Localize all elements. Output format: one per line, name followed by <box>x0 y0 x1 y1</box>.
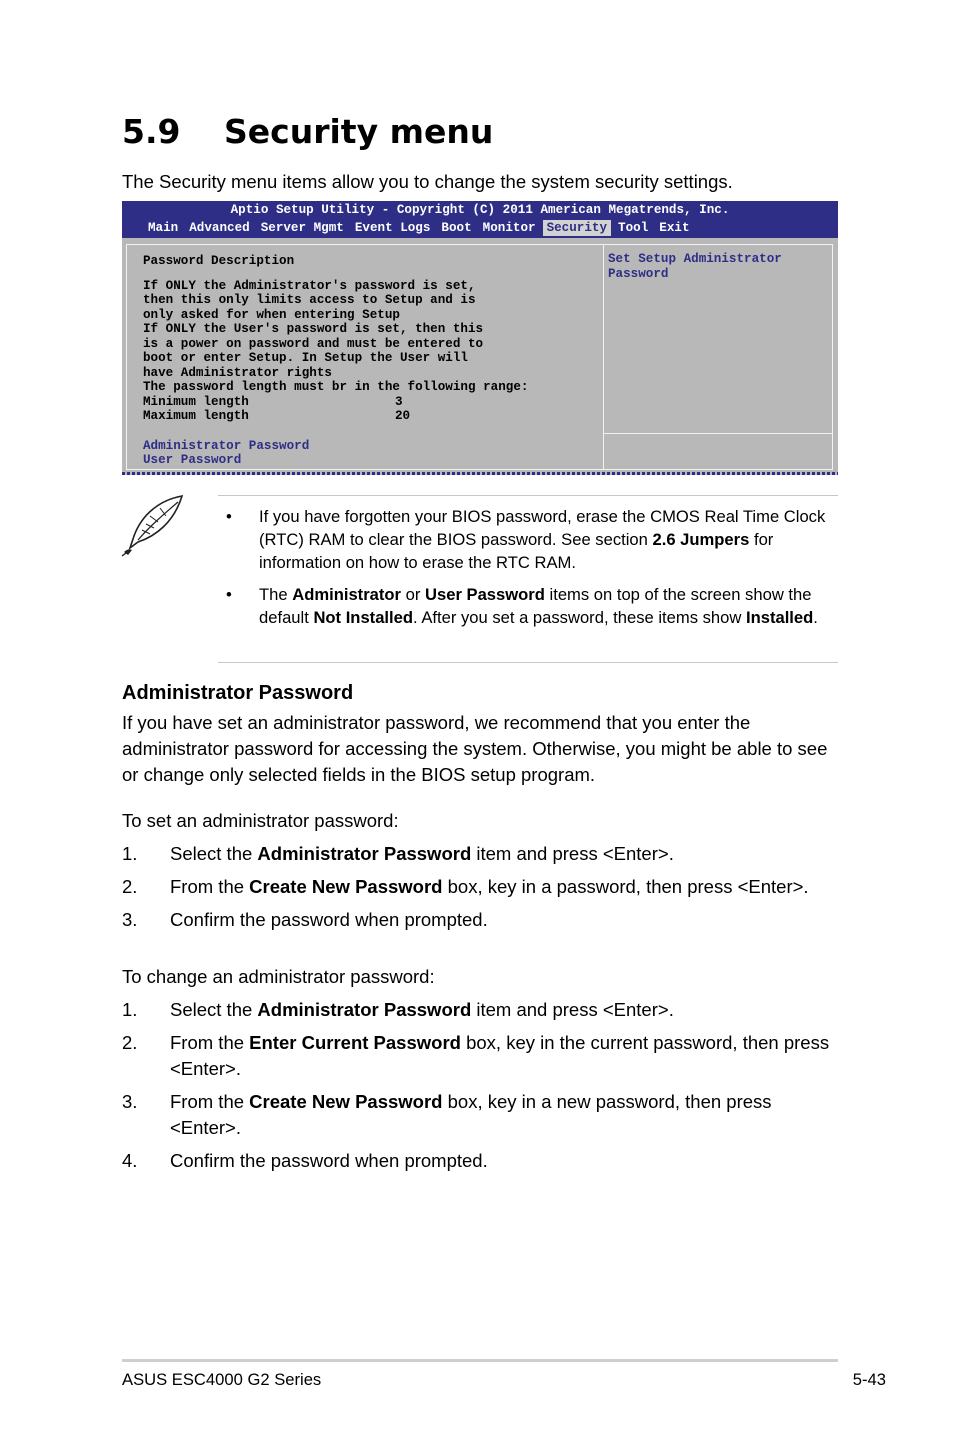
description-line: is a power on password and must be entered to <box>143 336 484 351</box>
min-length-value: 3 <box>395 394 403 409</box>
bios-tab-security[interactable]: Security <box>543 220 611 236</box>
step-text: box, key in a new password, then press <Enter>. <box>170 1091 772 1138</box>
step-number: 1. <box>122 999 138 1020</box>
note-text: The <box>259 585 293 604</box>
description-line: only asked for when entering Setup <box>143 307 400 322</box>
step-number: 2. <box>122 876 138 897</box>
set-steps <box>122 841 842 940</box>
change-steps <box>122 997 842 1181</box>
bios-tab-boot[interactable]: Boot <box>441 221 472 235</box>
bios-tab-tool[interactable]: Tool <box>618 221 649 235</box>
bios-tabs <box>144 220 697 236</box>
note-item <box>218 583 838 629</box>
footer-page-number: 5-43 <box>852 1370 886 1389</box>
step-bold: Create New Password <box>249 876 443 897</box>
admin-paragraph: If you have set an administrator password, we recommend that you enter the administrator password for accessing the system. Otherwise, you might be able to see or change only selected fields in the BIOS setup program. <box>122 712 828 785</box>
bios-tab-event-logs[interactable]: Event Logs <box>354 221 431 235</box>
note-bold: Not Installed <box>313 608 414 627</box>
set-intro: To set an administrator password: <box>122 810 399 831</box>
step-bold: Enter Current Password <box>249 1032 461 1053</box>
note-text: . After you set a password, these items show <box>413 608 746 627</box>
step-item <box>122 997 842 1023</box>
step-number: 2. <box>122 1032 138 1053</box>
max-length-row <box>143 409 528 424</box>
step-number: 3. <box>122 1091 138 1112</box>
step-bold: Administrator Password <box>257 999 472 1020</box>
min-length-row <box>143 395 528 410</box>
step-item <box>122 874 842 900</box>
bios-tab-server-mgmt[interactable]: Server Mgmt <box>260 221 344 235</box>
description-line: If ONLY the Administrator's password is set, <box>143 278 476 293</box>
step-item <box>122 1089 842 1141</box>
note-bold: User Password <box>425 585 545 604</box>
step-text: item and press <Enter>. <box>471 999 674 1020</box>
feather-quill-icon <box>120 492 190 558</box>
description-line: then this only limits access to Setup and is <box>143 293 476 307</box>
step-text: box, key in a password, then press <Enter>. <box>442 876 809 897</box>
step-number: 3. <box>122 909 138 930</box>
note-bold: 2.6 Jumpers <box>652 530 750 549</box>
step-text: From the <box>170 1032 250 1053</box>
step-item <box>122 1148 842 1174</box>
max-length-label: Maximum length <box>143 409 249 423</box>
bios-tab-exit[interactable]: Exit <box>659 221 690 235</box>
administrator-password-item[interactable]: Administrator Password <box>143 438 310 453</box>
footer-product: ASUS ESC4000 G2 Series <box>122 1370 322 1389</box>
bios-divider <box>603 245 604 469</box>
note-text: . <box>813 608 818 627</box>
bios-bottom-border <box>122 472 838 475</box>
step-text: From the <box>170 876 250 897</box>
note-text: or <box>401 585 425 604</box>
note-bold: Administrator <box>292 585 402 604</box>
max-length-value: 20 <box>395 409 411 423</box>
section-number: 5.9 <box>122 112 181 151</box>
step-item <box>122 841 842 867</box>
bios-help-text: Set Setup Administrator Password <box>608 252 782 281</box>
min-length-label: Minimum length <box>143 394 249 409</box>
bullet: • <box>226 507 232 526</box>
bios-help-separator <box>604 433 832 434</box>
description-line: boot or enter Setup. In Setup the User will <box>143 351 468 365</box>
bios-title: Aptio Setup Utility - Copyright (C) 2011 American Megatrends, Inc. <box>230 203 730 217</box>
step-number: 1. <box>122 843 138 864</box>
change-intro: To change an administrator password: <box>122 966 435 987</box>
step-item <box>122 907 842 933</box>
step-text: Confirm the password when prompted. <box>170 909 488 930</box>
step-text: Select the <box>170 999 258 1020</box>
bios-panel <box>126 244 833 470</box>
step-item <box>122 1030 842 1082</box>
step-bold: Create New Password <box>249 1091 443 1112</box>
description-line: have Administrator rights <box>143 365 332 380</box>
description-line: The password length must br in the following range: <box>143 380 529 394</box>
intro-text: The Security menu items allow you to change the system security settings. <box>122 171 733 192</box>
admin-heading: Administrator Password <box>122 682 354 704</box>
bios-screenshot <box>122 201 838 475</box>
description-line: If ONLY the User's password is set, then this <box>143 322 484 336</box>
bios-description <box>143 254 528 468</box>
note-item <box>218 505 838 574</box>
note-bold: Installed <box>745 608 814 627</box>
bios-tab-monitor[interactable]: Monitor <box>482 221 536 235</box>
section-title <box>122 112 493 151</box>
step-bold: Administrator Password <box>257 843 472 864</box>
bios-tab-advanced[interactable]: Advanced <box>189 221 250 235</box>
bios-tab-main[interactable]: Main <box>148 221 179 235</box>
note-text: items on top of the screen show the default <box>259 585 812 627</box>
note-list <box>218 505 838 638</box>
note-text: If you have forgotten your BIOS password, erase the CMOS Real Time Clock (RTC) RAM to clear the BIOS password. See section <box>259 507 826 549</box>
step-text: box, key in the current password, then press <Enter>. <box>170 1032 830 1079</box>
step-text: item and press <Enter>. <box>471 843 674 864</box>
note-box <box>218 495 838 663</box>
section-title-text: Security menu <box>224 112 494 151</box>
step-number: 4. <box>122 1150 138 1171</box>
user-password-item[interactable]: User Password <box>143 453 242 467</box>
footer-rule <box>122 1359 838 1362</box>
note-text: for information on how to erase the RTC RAM. <box>259 530 774 572</box>
step-text: From the <box>170 1091 250 1112</box>
bios-header <box>122 201 838 238</box>
description-heading: Password Description <box>143 254 295 268</box>
bullet: • <box>226 585 232 604</box>
step-text: Confirm the password when prompted. <box>170 1150 488 1171</box>
step-text: Select the <box>170 843 258 864</box>
